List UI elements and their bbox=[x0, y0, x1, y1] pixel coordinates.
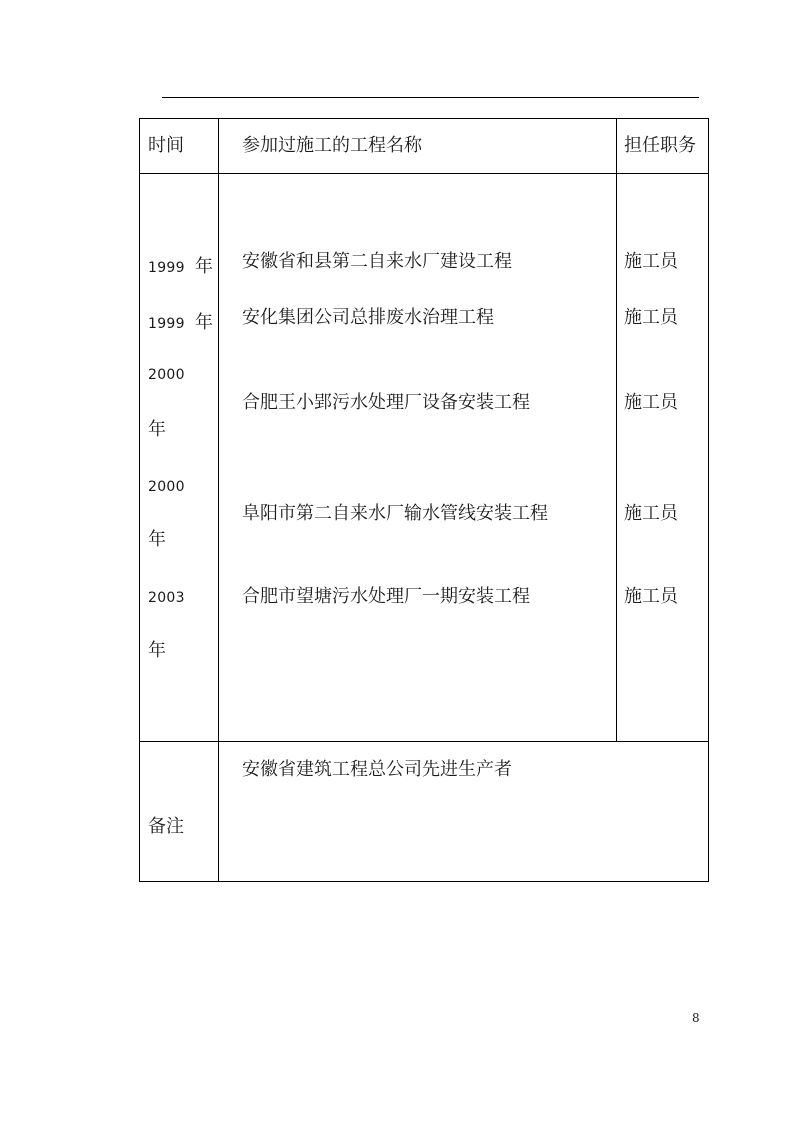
page-number: 8 bbox=[692, 1011, 700, 1025]
year-value: 1999 bbox=[148, 260, 185, 276]
table-row-project: 安徽省和县第二自来水厂建设工程 bbox=[242, 251, 512, 272]
remarks-text: 安徽省建筑工程总公司先进生产者 bbox=[242, 759, 512, 780]
header-rule bbox=[162, 97, 699, 98]
table-row-project: 合肥王小郢污水处理厂设备安装工程 bbox=[242, 392, 530, 413]
table-row-role: 施工员 bbox=[624, 503, 678, 524]
table-row-year bbox=[148, 308, 213, 334]
year-unit: 年 bbox=[195, 312, 214, 333]
header-role: 担任职务 bbox=[624, 135, 696, 156]
year-unit: 年 bbox=[148, 419, 166, 440]
table-row-year bbox=[148, 252, 213, 278]
header-project: 参加过施工的工程名称 bbox=[242, 135, 422, 156]
year-value: 2003 bbox=[148, 590, 185, 606]
col-divider-time bbox=[218, 119, 219, 881]
header-row-divider bbox=[140, 173, 708, 174]
table-row-project: 阜阳市第二自来水厂输水管线安装工程 bbox=[242, 503, 548, 524]
table-row-year bbox=[148, 479, 185, 551]
year-unit: 年 bbox=[195, 256, 214, 277]
table-row-year bbox=[148, 590, 185, 662]
table-row-project: 合肥市望塘污水处理厂一期安装工程 bbox=[242, 586, 530, 607]
year-value: 2000 bbox=[148, 367, 185, 383]
year-value: 2000 bbox=[148, 479, 185, 495]
table-row-project: 安化集团公司总排废水治理工程 bbox=[242, 307, 494, 328]
year-value: 1999 bbox=[148, 316, 185, 332]
remarks-label: 备注 bbox=[148, 816, 184, 837]
work-history-table bbox=[139, 118, 709, 882]
table-row-role: 施工员 bbox=[624, 586, 678, 607]
table-row-role: 施工员 bbox=[624, 392, 678, 413]
year-unit: 年 bbox=[148, 529, 166, 550]
header-time: 时间 bbox=[148, 135, 184, 156]
table-row-role: 施工员 bbox=[624, 307, 678, 328]
table-row-year bbox=[148, 367, 185, 441]
year-unit: 年 bbox=[148, 640, 166, 661]
remarks-row-divider bbox=[140, 741, 708, 742]
table-row-role: 施工员 bbox=[624, 251, 678, 272]
col-divider-role bbox=[616, 119, 617, 742]
